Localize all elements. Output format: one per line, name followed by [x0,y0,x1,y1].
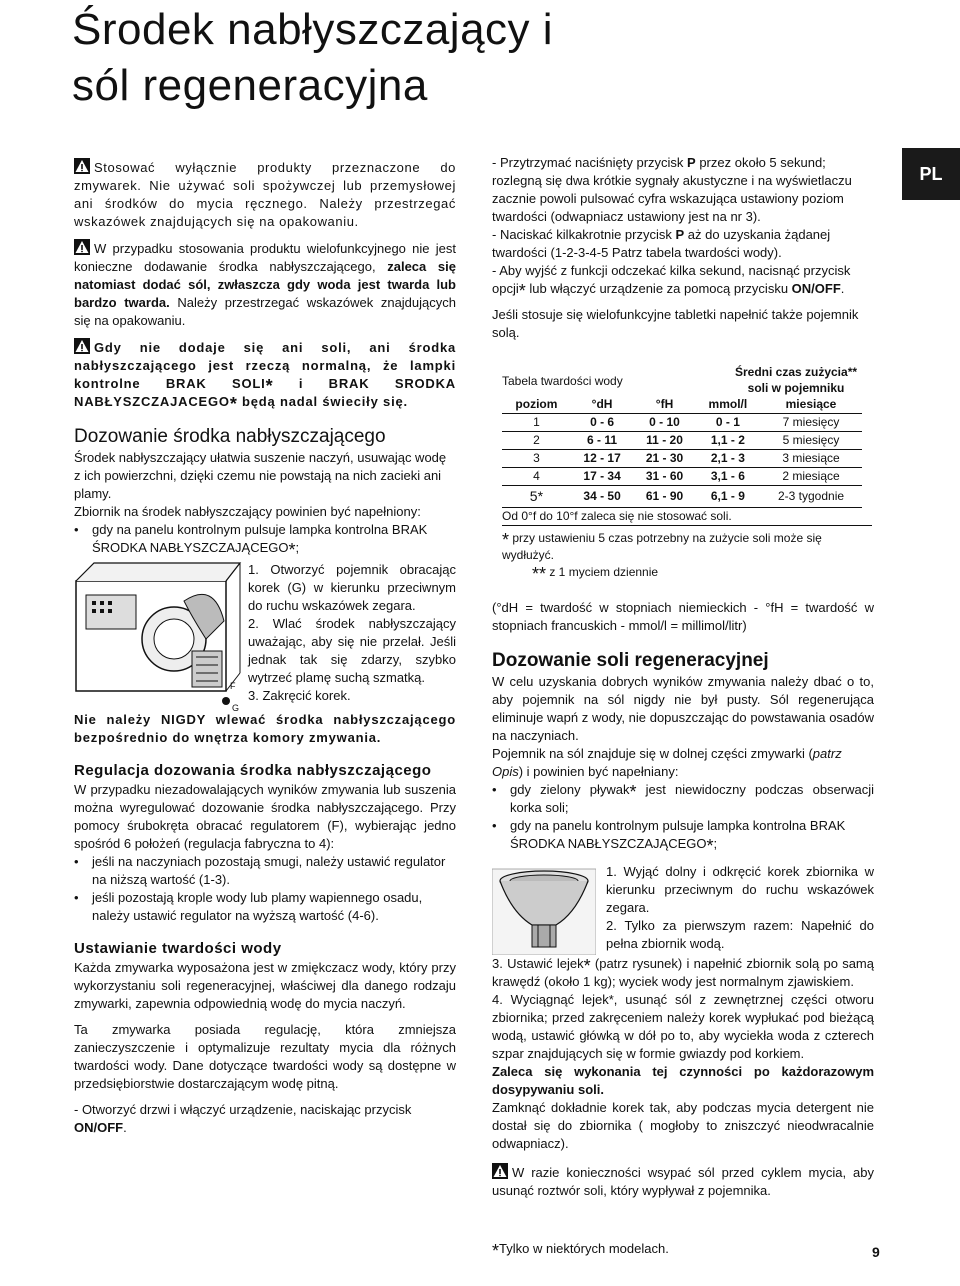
table-caption: Tabela twardości wody [502,374,623,388]
salt-recommendation: Zaleca się wykonania tej czynności po każdorazowym dosypywaniu soli. [492,1064,874,1097]
hardness-step-open-door: - Otworzyć drzwi i włączyć urządzenie, naciskając przycisk ON/OFF. [74,1102,412,1135]
salt-funnel-illustration [492,863,596,955]
water-hardness-table [502,396,862,508]
rinse-aid-steps [74,561,456,711]
table-note-3: ** z 1 myciem dziennie [532,564,659,584]
table-avg-header: Średni czas zużycia** soli w pojemniku [734,365,858,395]
warning-lamps: Gdy nie dodaje się ani soli, ani środka nabłyszczającego jest rzeczą normalną, że lampki kontrolne BRAK SOLI* i BRAK SRODKA NABŁYSZCZAJACEGO* będą nadal świeciły się. [74,340,456,414]
page-number: 9 [872,1244,880,1260]
table-header: °dH [591,397,613,411]
section-heading-rinse-aid: Dozowanie środka nabłyszczającego [74,426,386,447]
footnote: *Tylko w niektórych modelach. [492,1241,669,1261]
warning-icon [74,158,90,174]
title-line-1: Środek nabłyszczający i [72,5,554,54]
table-row: 5* 34 - 50 61 - 90 6,1 - 9 2-3 tygodnie [502,486,862,508]
steps-text [248,561,456,711]
list-item: • gdy zielony pływak* jest niewidoczny podczas obserwacji korka soli; [492,781,874,817]
section-heading-rinse-aid-adjust: Regulacja dozowania środka nabłyszczającego [74,762,432,779]
table-row: 4 17 - 34 31 - 60 3,1 - 6 2 miesiące [502,468,862,486]
title-line-2: sól regeneracyjna [72,61,428,110]
salt-list [492,781,875,856]
list-item: • gdy na panelu kontrolnym pulsuje lampka kontrolna BRAK ŚRODKA NABŁYSZCZAJĄCEGO*; [492,817,874,853]
step-1: 1. Otworzyć pojemnik obracając korek (G) w kierunku przeciwnym do ruchu wskazówek zegara. [248,562,456,613]
hardness-table-block [502,364,874,584]
list-item: • gdy na panelu kontrolnym pulsuje lampka kontrolna BRAK ŚRODKA NABŁYSZCZAJĄCEGO*; [74,521,456,557]
salt-step-2: 2. Tylko za pierwszym razem: Napełnić do pełna zbiornik wodą. [606,918,874,951]
table-caption-row [502,364,874,396]
salt-step-3: 3. Ustawić lejek* (patrz rysunek) i napełnić zbiornik solą po samą krawędź (około 1 kg); wyciek wody jest normalnym zjawiskiem. [492,956,874,989]
salt-step-4: 4. Wyciągnąć lejek*, usunąć sól z zewnętrznej części otworu zbiornika; przed zakręceniem należy korek wypłukać pod bieżącą wodą, ustawić główką w dół po to, aby wyciekła woda z czterech szpar znajdujących się w formie gwiazdy pod korkiem. [492,992,874,1061]
warning-icon [74,239,90,255]
table-notes [502,508,872,584]
hardness-step-press-p: - Naciskać kilkakrotnie przycisk P aż do uzyskania żądanej twardości (1-2-3-4-5 Patrz tabela twardości wody). [492,227,831,260]
right-column [492,154,875,1261]
salt-paragraph-2: Pojemnik na sól znajduje się w dolnej części zmywarki (patrz Opis) i powinien być napełniany: [492,746,842,779]
table-note-1: Od 0°f do 10°f zaleca się nie stosować soli. [502,508,872,526]
table-header: mmol/l [708,397,748,411]
rinse-aid-list [74,521,456,560]
step-3: 3. Zakręcić korek. [248,688,351,703]
table-row: 2 6 - 11 11 - 20 1,1 - 2 5 miesięcy [502,432,862,450]
hardness-paragraph-1: Każda zmywarka wyposażona jest w zmiękczacz wody, który przy wykorzystaniu soli regeneracyjnej, właściwej dla danego rodzaju zmywarki, zapewnia odpowiednią wodę do mycia naczyń. [74,960,456,1011]
salt-warning: W razie konieczności wsypać sól przed cyklem mycia, aby usunąć roztwór soli, który wypływał z pojemnika. [492,1165,874,1198]
salt-steps [492,863,874,955]
rinse-aid-never-warning: Nie należy NIGDY wlewać środka nabłyszczającego bezpośrednio do wnętrza komory zmywania. [74,712,456,745]
hardness-step-exit: - Aby wyjść z funkcji odczekać kilka sekund, nacisnąć przycisk opcji* lub włączyć urządzenie za pomocą przycisku ON/OFF. [492,263,851,301]
left-column [74,158,456,1137]
salt-steps-text [606,863,874,955]
warning-icon [74,338,90,354]
table-row: 1 0 - 6 0 - 10 0 - 1 7 miesięcy [502,414,862,432]
adjust-list [74,853,456,925]
language-tab [902,148,960,200]
section-heading-water-hardness: Ustawianie twardości wody [74,940,282,957]
salt-step-1: 1. Wyjąć dolny i odkręcić korek zbiornika w kierunku przeciwnym do ruchu wskazówek zegara. [606,864,874,915]
list-item: • jeśli pozostają krople wody lub plamy wapiennego osadu, należy ustawić regulator na wyższą wartość (4-6). [74,889,456,925]
rinse-aid-dispenser-illustration [74,561,242,711]
adjust-paragraph: W przypadku niezadowalających wyników zmywania lub suszenia można wyregulować dozowanie środka nabłyszczającego. Przy pomocy śrubokręta obracać regulatorem (F), wybierając jedno spośród 6 położeń (regulacja fabryczna to 4): [74,782,456,851]
rinse-aid-paragraph: Środek nabłyszczający ułatwia suszenie naczyń, usuwając wodę z ich powierzchni, dzięki czemu nie powstają na nich zacieki ani plamy. [74,450,447,501]
table-header: °fH [655,397,674,411]
warning-multifunction: W przypadku stosowania produktu wielofunkcyjnego nie jest konieczne dodawanie środka nabłyszczającego, zaleca się natomiast dodać sól, zwłaszcza gdy woda jest twarda lub bardzo twarda. Należy przestrzegać wskazówek znajdujących się na opakowaniu. [74,241,456,328]
hardness-units-note: (°dH = twardość w stopniach niemieckich - °fH = twardość w stopniach francuskich - mmol/l = millimol/litr) [492,600,874,633]
step-2: 2. Wlać środek nabłyszczający uważając, aby się nie przelał. Jeśli jednak tak się zdarzy, szybko wytrzeć plamę suchą szmatką. [248,616,456,685]
list-item: • jeśli na naczyniach pozostają smugi, należy ustawić regulator na niższą wartość (1-3). [74,853,456,889]
salt-close-note: Zamknąć dokładnie korek tak, aby podczas mycia detergent nie dostał się do zbiornika ( mogłoby to zniszczyć nieodwracalnie odwapniacz). [492,1100,874,1151]
table-note-2: * przy ustawieniu 5 czas potrzebny na zużycie soli może się wydłużyć. [502,530,822,562]
hardness-step-hold-p: - Przytrzymać naciśnięty przycisk P przez około 5 sekund; rozlegną się dwa krótkie sygnały akustyczne i na wyświetlaczu zacznie powoli pulsować cyfra wskazująca ustawiony poziom twardości (odwapniacz ustawiony jest na nr 3). [492,155,852,224]
table-header: miesiące [785,397,837,411]
svg-text:F: F [230,681,236,691]
warning-icon [492,1163,508,1179]
language-label: PL [919,163,943,184]
warning-products: Stosować wyłącznie produkty przeznaczone do zmywarek. Nie używać soli spożywczej lub przemysłowej ani środków do mycia ręcznego. Należy przestrzegać wskazówek znajdujących się na opakowaniu. [74,160,456,229]
salt-paragraph-1: W celu uzyskania dobrych wyników zmywania należy dbać o to, aby pojemnik na sól nigdy nie był pusty. Sól regenerująca eliminuje wapń z wody, nie dopuszczając do powstawania osadów na naczyniach. [492,674,874,743]
rinse-aid-fill-intro: Zbiornik na środek nabłyszczający powinien być napełniony: [74,504,421,519]
page-title [72,2,553,114]
hardness-paragraph-2: Ta zmywarka posiada regulację, która zmniejsza zanieczyszczenie i optymalizuje rezultaty mycia dla różnych twardości wody. Dane dotyczące twardości wody są dostępne w przedsiębiorstwie dostarczającym wodę pitną. [74,1022,456,1091]
svg-text:G: G [232,703,240,711]
table-row: 3 12 - 17 21 - 30 2,1 - 3 3 miesiące [502,450,862,468]
tablets-note: Jeśli stosuje się wielofunkcyjne tabletki napełnić także pojemnik solą. [492,307,859,340]
table-header: poziom [515,397,558,411]
section-heading-salt: Dozowanie soli regeneracyjnej [492,650,769,671]
